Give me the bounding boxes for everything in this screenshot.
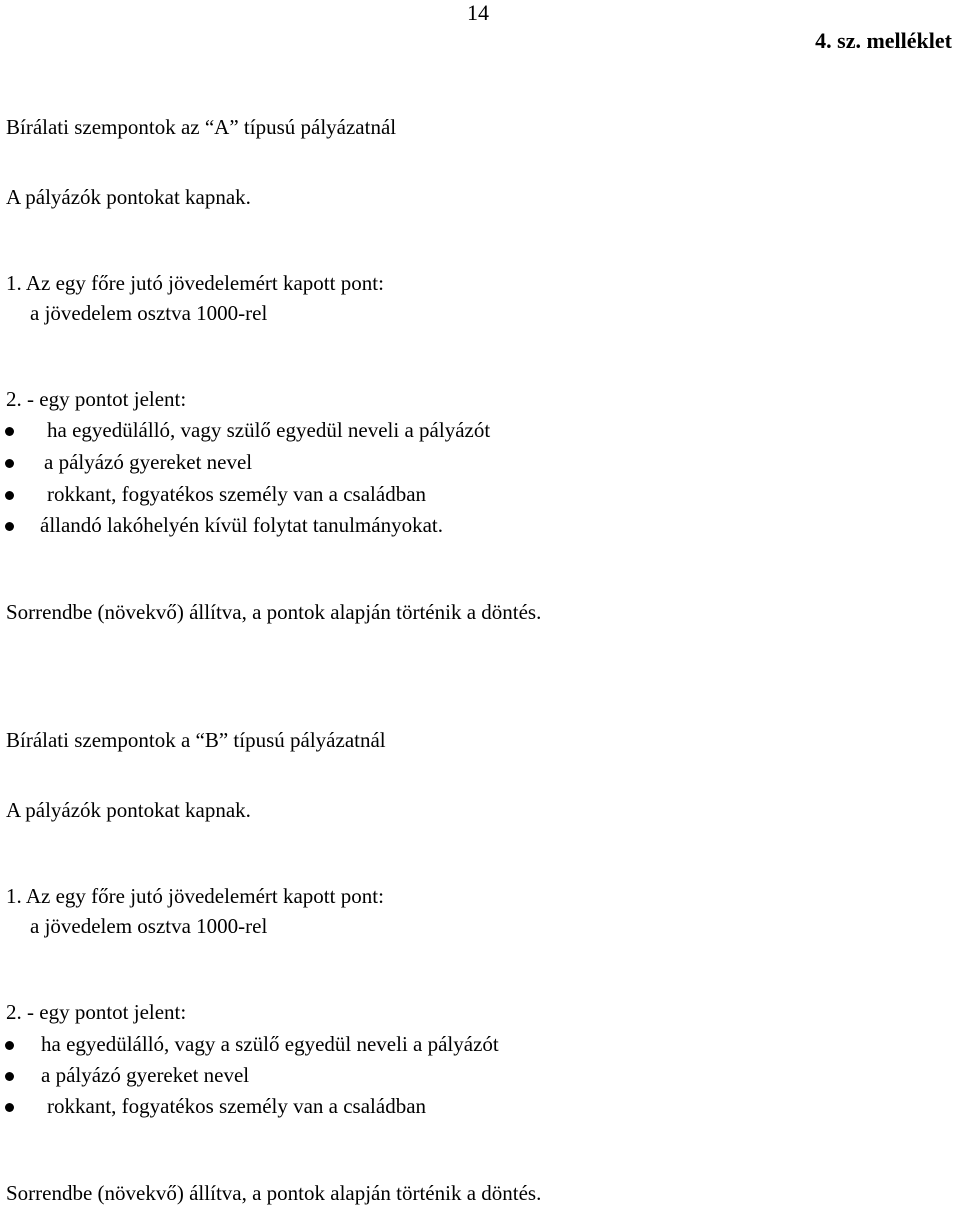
list-item-text: ha egyedülálló, vagy szülő egyedül neveli a pályázót: [47, 418, 491, 442]
section-a-intro: A pályázók pontokat kapnak.: [6, 185, 251, 209]
bullet-icon: [5, 491, 14, 500]
list-item-text: rokkant, fogyatékos személy van a családban: [47, 1094, 427, 1118]
section-b-point1-line2: a jövedelem osztva 1000-rel: [30, 914, 268, 938]
list-item-text: a pályázó gyereket nevel: [41, 1063, 250, 1087]
section-b-intro: A pályázók pontokat kapnak.: [6, 798, 251, 822]
bullet-icon: [5, 459, 14, 468]
list-item-text: állandó lakóhelyén kívül folytat tanulmányokat.: [40, 513, 443, 537]
section-b-title: Bírálati szempontok a “B” típusú pályázatnál: [6, 728, 386, 752]
list-item-text: rokkant, fogyatékos személy van a családban: [47, 482, 427, 506]
bullet-icon: [5, 1041, 14, 1050]
section-a-closing: Sorrendbe (növekvő) állítva, a pontok alapján történik a döntés.: [6, 600, 542, 624]
list-item-text: ha egyedülálló, vagy a szülő egyedül neveli a pályázót: [41, 1032, 499, 1056]
bullet-icon: [5, 522, 14, 531]
list-item-text: a pályázó gyereket nevel: [44, 450, 253, 474]
section-a-point2: 2. - egy pontot jelent:: [6, 387, 187, 411]
bullet-icon: [5, 427, 14, 436]
section-a-point1-line2: a jövedelem osztva 1000-rel: [30, 301, 268, 325]
bullet-icon: [5, 1072, 14, 1081]
section-b-closing: Sorrendbe (növekvő) állítva, a pontok alapján történik a döntés.: [6, 1181, 542, 1205]
section-b-point1-line1: 1. Az egy főre jutó jövedelemért kapott pont:: [6, 884, 384, 908]
bullet-icon: [5, 1103, 14, 1112]
section-a-point1-line1: 1. Az egy főre jutó jövedelemért kapott pont:: [6, 271, 384, 295]
section-b-point2: 2. - egy pontot jelent:: [6, 1000, 187, 1024]
section-a-title: Bírálati szempontok az “A” típusú pályázatnál: [6, 115, 397, 139]
page-number: 14: [467, 0, 489, 25]
annex-label: 4. sz. melléklet: [815, 28, 952, 53]
